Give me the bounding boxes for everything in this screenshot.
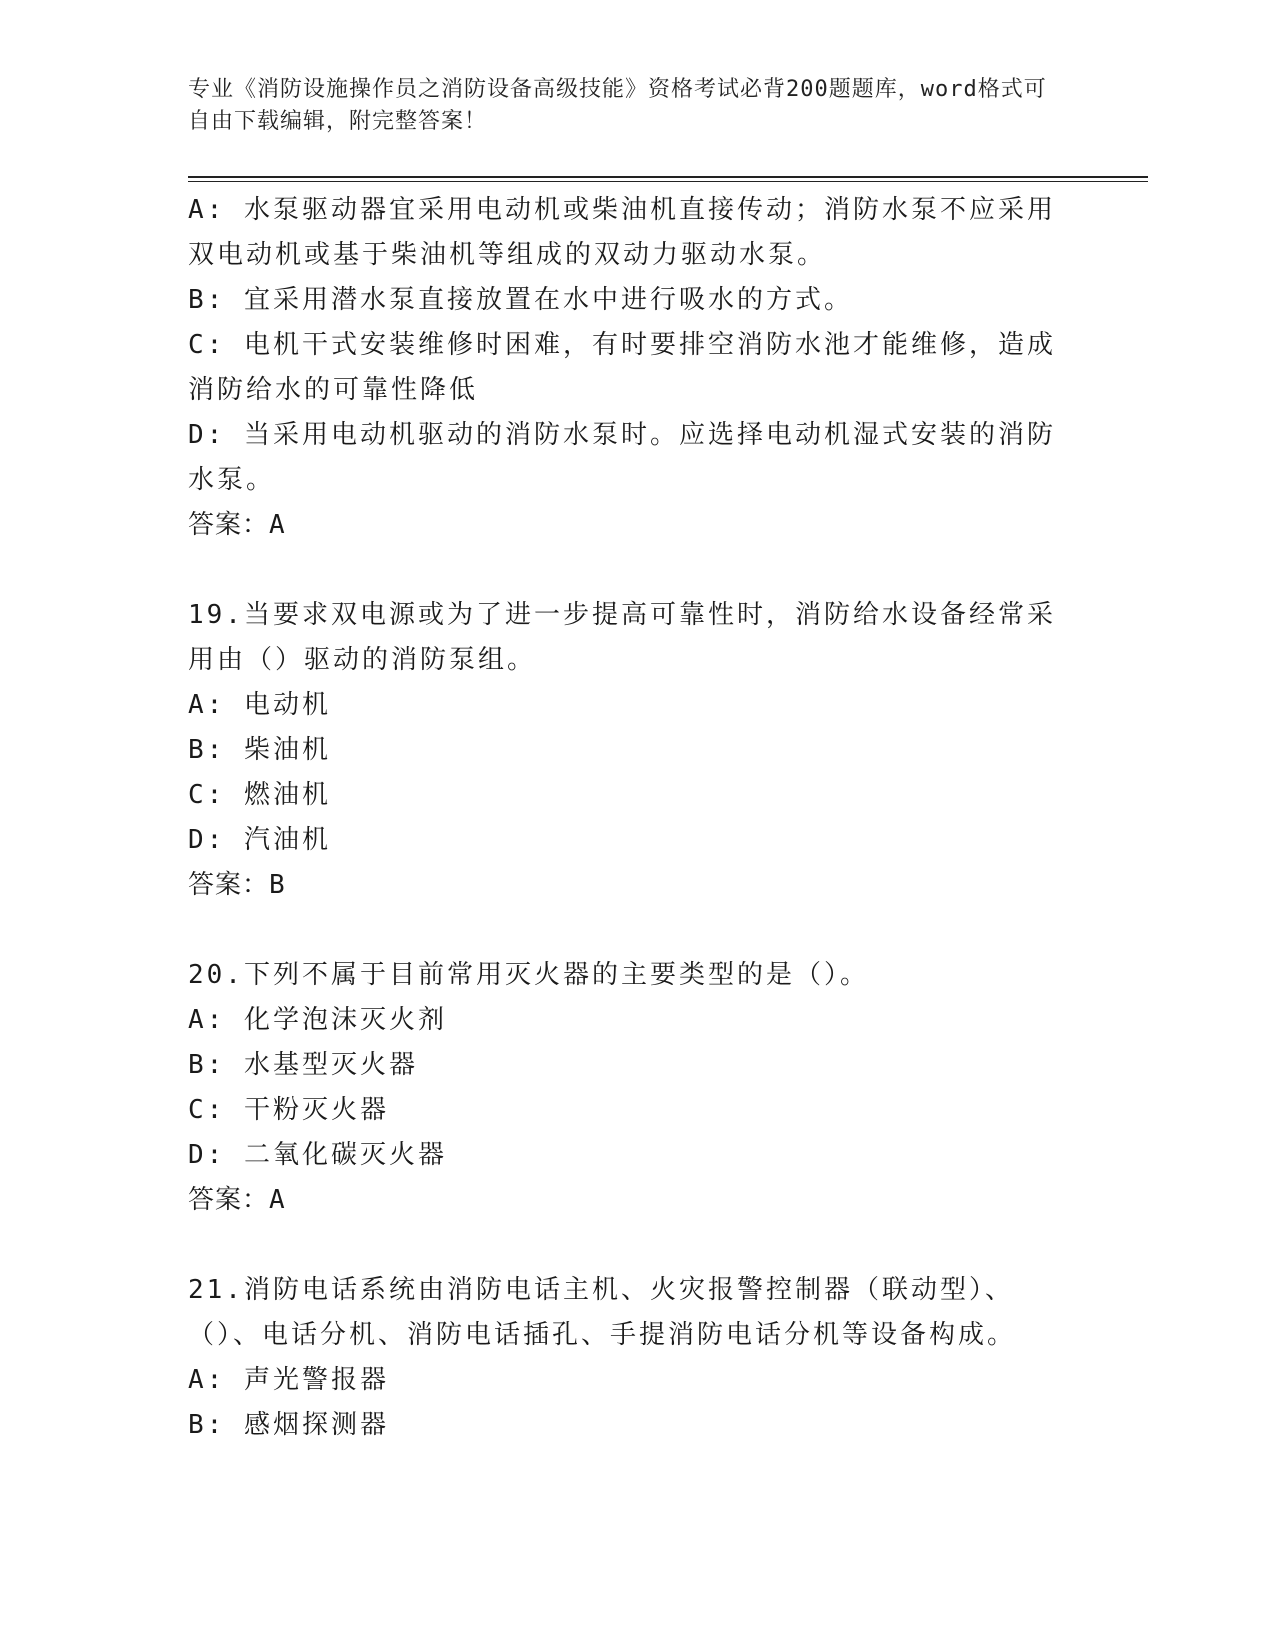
spacer — [188, 908, 1068, 953]
header-divider-thick — [188, 176, 1148, 178]
option-c: C: 燃油机 — [188, 780, 331, 810]
option-b: B: 水基型灭火器 — [188, 1050, 418, 1080]
question-20 — [188, 953, 1068, 1223]
answer: 答案：A — [188, 1185, 286, 1215]
option-d: D: 汽油机 — [188, 825, 331, 855]
option-a: A: 水泵驱动器宜采用电动机或柴油机直接传动；消防水泵不应采用双电动机或基于柴油机等组成的双动力驱动水泵。 — [188, 195, 1056, 270]
question-19 — [188, 593, 1068, 908]
question-text: 19.当要求双电源或为了进一步提高可靠性时，消防给水设备经常采用由（）驱动的消防泵组。 — [188, 600, 1056, 675]
question-text: 20.下列不属于目前常用灭火器的主要类型的是（）。 — [188, 960, 869, 990]
option-a: A: 化学泡沫灭火剂 — [188, 1005, 447, 1035]
document-header: 专业《消防设施操作员之消防设备高级技能》资格考试必背200题题库，word格式可自由下载编辑，附完整答案！ — [188, 77, 1047, 134]
question-18 — [188, 188, 1068, 548]
option-b: B: 柴油机 — [188, 735, 331, 765]
header-divider-thin — [188, 181, 1148, 182]
option-b: B: 感烟探测器 — [188, 1410, 389, 1440]
option-d: D: 当采用电动机驱动的消防水泵时。应选择电动机湿式安装的消防水泵。 — [188, 420, 1056, 495]
spacer — [188, 548, 1068, 593]
option-c: C: 干粉灭火器 — [188, 1095, 389, 1125]
question-text: 21.消防电话系统由消防电话主机、火灾报警控制器（联动型）、（）、电话分机、消防电话插孔、手提消防电话分机等设备构成。 — [188, 1275, 1017, 1350]
answer: 答案：B — [188, 870, 286, 900]
question-content — [188, 188, 1068, 1448]
option-d: D: 二氧化碳灭火器 — [188, 1140, 447, 1170]
option-c: C: 电机干式安装维修时困难，有时要排空消防水池才能维修，造成消防给水的可靠性降低 — [188, 330, 1056, 405]
answer: 答案：A — [188, 510, 286, 540]
option-b: B: 宜采用潜水泵直接放置在水中进行吸水的方式。 — [188, 285, 853, 315]
question-21 — [188, 1268, 1068, 1448]
spacer — [188, 1223, 1068, 1268]
option-a: A: 声光警报器 — [188, 1365, 389, 1395]
option-a: A: 电动机 — [188, 690, 331, 720]
